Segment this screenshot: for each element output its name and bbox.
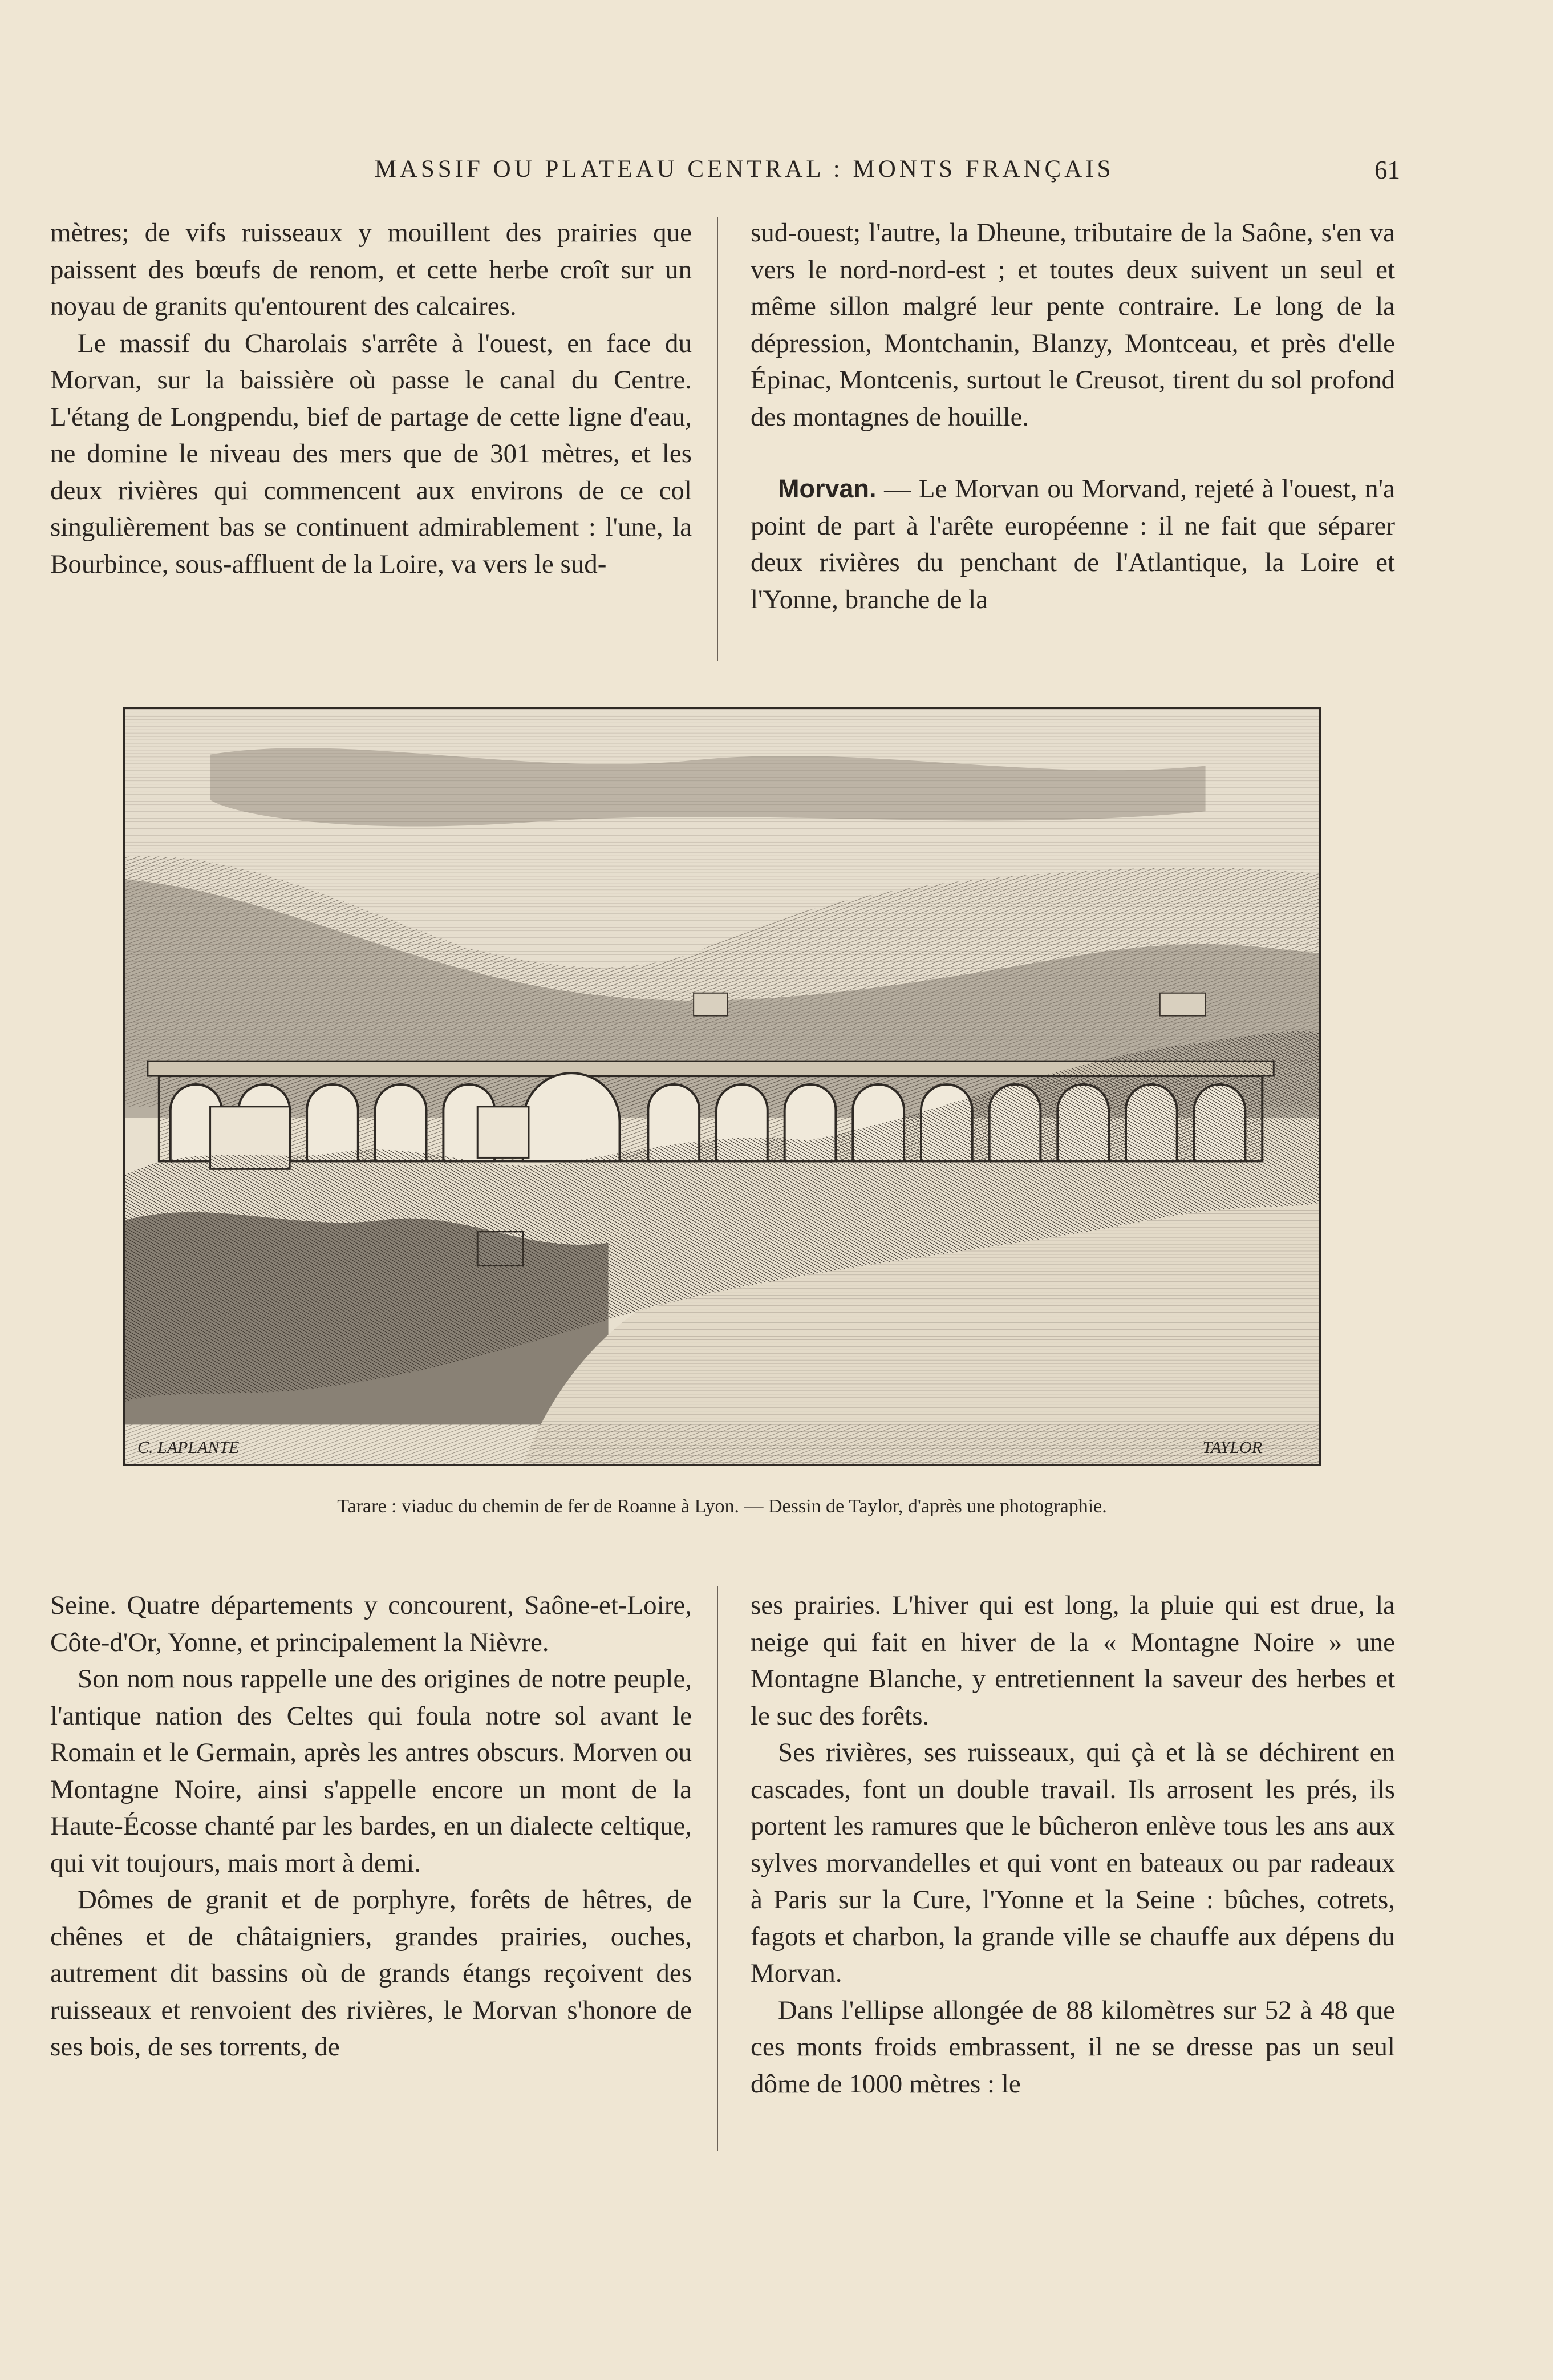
paragraph: Seine. Quatre départements y concourent, Saône-et-Loire, Côte-d'Or, Yonne, et principalement la Nièvre. [50,1590,692,1657]
paragraph: Son nom nous rappelle une des origines de notre peuple, l'antique nation des Celtes qui foula notre sol avant le Romain et le Germain, après les antres obscurs. Morven ou Montagne Noire, ainsi s'appelle encore un mont de la Haute-Écosse chanté par les bardes, en un dialecte celtique, qui vit toujours, mais mort à demi. [50,1664,692,1878]
bottom-right-column [751,1587,1395,2102]
top-left-column [50,214,692,582]
figure-caption: Tarare : viaduc du chemin de fer de Roanne à Lyon. — Dessin de Taylor, d'après une photographie. [337,1496,1107,1517]
engraver-signature-left: C. LAPLANTE [137,1438,240,1457]
column-rule [717,1586,718,2151]
paragraph: Le massif du Charolais s'arrête à l'ouest, en face du Morvan, sur la baissière où passe le canal du Centre. L'étang de Longpendu, bief de partage de cette ligne d'eau, ne domine le niveau des mers que de 301 mètres, et les deux rivières qui commencent aux environs de ce col singulièrement bas se continuent admirablement : l'une, la Bourbince, sous-affluent de la Loire, va vers le sud- [50,328,692,579]
bottom-left-column [50,1587,692,2066]
running-title: MASSIF OU PLATEAU CENTRAL : MONTS FRANÇAIS [374,156,1114,183]
section-heading-morvan: Morvan. [778,474,877,503]
engraver-signature-right: TAYLOR [1202,1438,1262,1457]
column-rule [717,217,718,661]
paragraph [751,471,1395,618]
paragraph: Dômes de granit et de porphyre, forêts de hêtres, de chênes et de châtaigniers, grandes prairies, ouches, autrement dit bassins où de grands étangs reçoivent des ruisseaux et renvoient des rivières, le Morvan s'honore de ses bois, de ses torrents, de [50,1885,692,2062]
paragraph: Ses rivières, ses ruisseaux, qui çà et là se déchirent en cascades, font un double travail. Ils arrosent les prés, ils portent les ramures que le bûcheron enlève tous les ans aux sylves morvandelles et qui vont en bateaux ou par radeaux à Paris sur la Cure, l'Yonne et la Seine : bûches, cotrets, fagots et charbon, la grande ville se chauffe aux dépens du Morvan. [751,1738,1395,1988]
paragraph: ses prairies. L'hiver qui est long, la pluie qui est drue, la neige qui fait en hiver de la « Montagne Noire » une Montagne Blanche, y entretiennent la saveur des herbes et le suc des forêts. [751,1590,1395,1731]
paragraph: sud-ouest; l'autre, la Dheune, tributaire de la Saône, s'en va vers le nord-nord-est ; et toutes deux suivent un seul et même sillon malgré leur pente contraire. Le long de la dépression, Montchanin, Blanzy, Montceau, et près d'elle Épinac, Montcenis, surtout le Creusot, tirent du sol profond des montagnes de houille. [751,218,1395,432]
section-text: — Le Morvan ou Morvand, rejeté à l'ouest, n'a point de part à l'arête européenne : il ne fait que séparer deux rivières du penchant de l'Atlantique, la Loire et l'Yonne, branche de la [751,474,1395,614]
page-number: 61 [1374,156,1400,184]
top-right-column [751,214,1395,618]
paragraph: Dans l'ellipse allongée de 88 kilomètres sur 52 à 48 que ces monts froids embrassent, il ne se dresse pas un seul dôme de 1000 mètres : le [751,1995,1395,2099]
engraving-viaduct [123,707,1321,1466]
paragraph: mètres; de vifs ruisseaux y mouillent des prairies que paissent des bœufs de renom, et cette herbe croît sur un noyau de granits qu'entourent des calcaires. [50,218,692,321]
